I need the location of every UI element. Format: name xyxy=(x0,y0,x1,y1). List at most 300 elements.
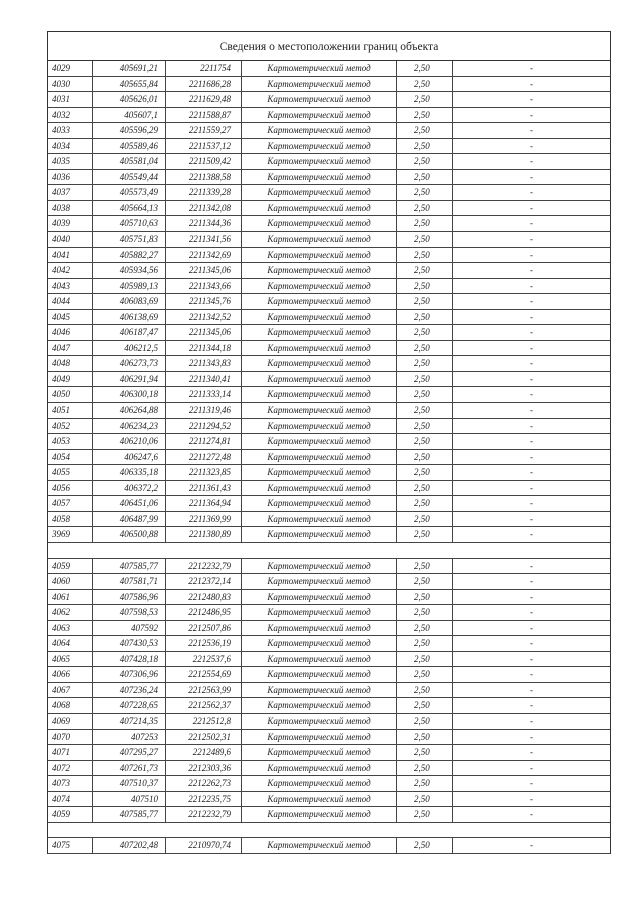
x-coordinate: 406451,06 xyxy=(93,496,166,511)
y-coordinate: 2211339,28 xyxy=(166,185,242,200)
description: - xyxy=(530,234,533,245)
x-coordinate: 407202,48 xyxy=(93,838,166,853)
accuracy: 2,50 xyxy=(397,123,453,138)
table-row xyxy=(48,761,610,777)
description: - xyxy=(530,653,533,664)
description: - xyxy=(530,762,533,773)
x-coordinate: 407598,53 xyxy=(93,605,166,620)
description: - xyxy=(530,187,533,198)
point-number: 4059 xyxy=(48,559,93,574)
accuracy: 2,50 xyxy=(397,667,453,682)
table-row xyxy=(48,325,610,341)
table-row xyxy=(48,403,610,419)
accuracy: 2,50 xyxy=(397,248,453,263)
method: Картометрический метод xyxy=(242,652,397,667)
point-number: 4049 xyxy=(48,372,93,387)
y-coordinate: 2212232,79 xyxy=(166,559,242,574)
point-number: 4070 xyxy=(48,730,93,745)
method: Картометрический метод xyxy=(242,730,397,745)
method: Картометрический метод xyxy=(242,123,397,138)
accuracy: 2,50 xyxy=(397,574,453,589)
y-coordinate: 2212262,73 xyxy=(166,776,242,791)
table-row xyxy=(48,139,610,155)
accuracy: 2,50 xyxy=(397,652,453,667)
description: - xyxy=(530,171,533,182)
method: Картометрический метод xyxy=(242,216,397,231)
point-number: 4067 xyxy=(48,683,93,698)
x-coordinate: 407236,24 xyxy=(93,683,166,698)
x-coordinate: 406264,88 xyxy=(93,403,166,418)
boundary-table xyxy=(47,31,611,854)
method: Картометрический метод xyxy=(242,185,397,200)
description: - xyxy=(530,63,533,73)
method: Картометрический метод xyxy=(242,667,397,682)
x-coordinate: 406372,2 xyxy=(93,481,166,496)
method: Картометрический метод xyxy=(242,496,397,511)
accuracy: 2,50 xyxy=(397,745,453,760)
accuracy: 2,50 xyxy=(397,559,453,574)
accuracy: 2,50 xyxy=(397,263,453,278)
description: - xyxy=(530,358,533,369)
point-number: 4052 xyxy=(48,419,93,434)
point-number: 4030 xyxy=(48,77,93,92)
x-coordinate: 405691,21 xyxy=(93,61,166,76)
point-number: 4055 xyxy=(48,465,93,480)
table-row xyxy=(48,714,610,730)
table-row xyxy=(48,310,610,326)
table-row xyxy=(48,574,610,590)
accuracy: 2,50 xyxy=(397,61,453,76)
table-row xyxy=(48,730,610,746)
x-coordinate: 406083,69 xyxy=(93,294,166,309)
point-number: 4029 xyxy=(48,61,93,76)
point-number: 4060 xyxy=(48,574,93,589)
method: Картометрический метод xyxy=(242,325,397,340)
y-coordinate: 2211361,43 xyxy=(166,481,242,496)
y-coordinate: 2211343,83 xyxy=(166,356,242,371)
y-coordinate: 2212235,75 xyxy=(166,792,242,807)
description: - xyxy=(530,684,533,695)
table-row xyxy=(48,465,610,481)
table-row xyxy=(48,294,610,310)
method: Картометрический метод xyxy=(242,761,397,776)
accuracy: 2,50 xyxy=(397,450,453,465)
method: Картометрический метод xyxy=(242,512,397,527)
description: - xyxy=(530,202,533,213)
table-row xyxy=(48,170,610,186)
point-number: 4064 xyxy=(48,636,93,651)
accuracy: 2,50 xyxy=(397,807,453,822)
description: - xyxy=(530,327,533,338)
accuracy: 2,50 xyxy=(397,465,453,480)
x-coordinate: 405710,63 xyxy=(93,216,166,231)
x-coordinate: 407430,53 xyxy=(93,636,166,651)
table-row xyxy=(48,450,610,466)
point-number: 4063 xyxy=(48,621,93,636)
accuracy: 2,50 xyxy=(397,92,453,107)
description: - xyxy=(530,747,533,758)
table-row xyxy=(48,559,610,575)
accuracy: 2,50 xyxy=(397,621,453,636)
point-number: 4059 xyxy=(48,807,93,822)
description: - xyxy=(530,405,533,416)
accuracy: 2,50 xyxy=(397,776,453,791)
description: - xyxy=(530,560,533,571)
method: Картометрический метод xyxy=(242,279,397,294)
y-coordinate: 2212562,37 xyxy=(166,698,242,713)
method: Картометрический метод xyxy=(242,807,397,822)
y-coordinate: 2212486,95 xyxy=(166,605,242,620)
method: Картометрический метод xyxy=(242,527,397,542)
y-coordinate: 2211364,94 xyxy=(166,496,242,511)
table-row xyxy=(48,605,610,621)
x-coordinate: 405549,44 xyxy=(93,170,166,185)
x-coordinate: 405655,84 xyxy=(93,77,166,92)
method: Картометрический метод xyxy=(242,170,397,185)
y-coordinate: 2211369,99 xyxy=(166,512,242,527)
method: Картометрический метод xyxy=(242,481,397,496)
description: - xyxy=(530,265,533,276)
point-number: 4034 xyxy=(48,139,93,154)
method: Картометрический метод xyxy=(242,838,397,853)
x-coordinate: 405573,49 xyxy=(93,185,166,200)
x-coordinate: 406300,18 xyxy=(93,387,166,402)
description: - xyxy=(530,94,533,105)
description: - xyxy=(530,420,533,431)
description: - xyxy=(530,638,533,649)
accuracy: 2,50 xyxy=(397,201,453,216)
table-row xyxy=(48,621,610,637)
table-row xyxy=(48,792,610,808)
y-coordinate: 2211509,42 xyxy=(166,154,242,169)
description: - xyxy=(530,140,533,151)
description: - xyxy=(530,249,533,260)
y-coordinate: 2211342,69 xyxy=(166,248,242,263)
description: - xyxy=(530,342,533,353)
x-coordinate: 407592 xyxy=(93,621,166,636)
x-coordinate: 406247,6 xyxy=(93,450,166,465)
point-number: 4074 xyxy=(48,792,93,807)
method: Картометрический метод xyxy=(242,294,397,309)
y-coordinate: 2211344,18 xyxy=(166,341,242,356)
y-coordinate: 2211294,52 xyxy=(166,419,242,434)
accuracy: 2,50 xyxy=(397,154,453,169)
accuracy: 2,50 xyxy=(397,170,453,185)
accuracy: 2,50 xyxy=(397,761,453,776)
x-coordinate: 405626,01 xyxy=(93,92,166,107)
table-row xyxy=(48,61,610,77)
x-coordinate: 405882,27 xyxy=(93,248,166,263)
table-row xyxy=(48,216,610,232)
point-number: 4046 xyxy=(48,325,93,340)
method: Картометрический метод xyxy=(242,61,397,76)
table-row xyxy=(48,372,610,388)
x-coordinate: 405664,13 xyxy=(93,201,166,216)
description: - xyxy=(530,669,533,680)
accuracy: 2,50 xyxy=(397,605,453,620)
y-coordinate: 2211272,48 xyxy=(166,450,242,465)
accuracy: 2,50 xyxy=(397,698,453,713)
table-row xyxy=(48,248,610,264)
accuracy: 2,50 xyxy=(397,590,453,605)
method: Картометрический метод xyxy=(242,605,397,620)
table-row xyxy=(48,419,610,435)
x-coordinate: 405596,29 xyxy=(93,123,166,138)
x-coordinate: 405581,04 xyxy=(93,154,166,169)
method: Картометрический метод xyxy=(242,372,397,387)
method: Картометрический метод xyxy=(242,387,397,402)
method: Картометрический метод xyxy=(242,232,397,247)
y-coordinate: 2211345,06 xyxy=(166,263,242,278)
x-coordinate: 407585,77 xyxy=(93,807,166,822)
x-coordinate: 405589,46 xyxy=(93,139,166,154)
table-title: Сведения о местоположении границ объекта xyxy=(48,32,610,61)
description: - xyxy=(530,809,533,820)
accuracy: 2,50 xyxy=(397,279,453,294)
group-separator xyxy=(48,823,610,839)
accuracy: 2,50 xyxy=(397,636,453,651)
x-coordinate: 405751,83 xyxy=(93,232,166,247)
table-row xyxy=(48,434,610,450)
y-coordinate: 2211342,08 xyxy=(166,201,242,216)
table-row xyxy=(48,92,610,108)
table-row xyxy=(48,154,610,170)
y-coordinate: 2211333,14 xyxy=(166,387,242,402)
y-coordinate: 2212554,69 xyxy=(166,667,242,682)
method: Картометрический метод xyxy=(242,419,397,434)
accuracy: 2,50 xyxy=(397,232,453,247)
description: - xyxy=(530,700,533,711)
table-row xyxy=(48,232,610,248)
x-coordinate: 407306,96 xyxy=(93,667,166,682)
y-coordinate: 2211319,46 xyxy=(166,403,242,418)
accuracy: 2,50 xyxy=(397,838,453,853)
x-coordinate: 406210,06 xyxy=(93,434,166,449)
x-coordinate: 407253 xyxy=(93,730,166,745)
table-row xyxy=(48,496,610,512)
point-number: 4075 xyxy=(48,838,93,853)
table-row xyxy=(48,185,610,201)
y-coordinate: 2212507,86 xyxy=(166,621,242,636)
point-number: 4072 xyxy=(48,761,93,776)
y-coordinate: 2212536,19 xyxy=(166,636,242,651)
description: - xyxy=(530,436,533,447)
point-number: 4069 xyxy=(48,714,93,729)
y-coordinate: 2212537,6 xyxy=(166,652,242,667)
x-coordinate: 405934,56 xyxy=(93,263,166,278)
table-row xyxy=(48,667,610,683)
description: - xyxy=(530,715,533,726)
point-number: 4043 xyxy=(48,279,93,294)
y-coordinate: 2211340,41 xyxy=(166,372,242,387)
y-coordinate: 2211588,87 xyxy=(166,108,242,123)
point-number: 4047 xyxy=(48,341,93,356)
method: Картометрический метод xyxy=(242,450,397,465)
description: - xyxy=(530,109,533,120)
x-coordinate: 407295,27 xyxy=(93,745,166,760)
point-number: 4051 xyxy=(48,403,93,418)
accuracy: 2,50 xyxy=(397,792,453,807)
method: Картометрический метод xyxy=(242,77,397,92)
accuracy: 2,50 xyxy=(397,325,453,340)
x-coordinate: 406138,69 xyxy=(93,310,166,325)
point-number: 4054 xyxy=(48,450,93,465)
accuracy: 2,50 xyxy=(397,139,453,154)
y-coordinate: 2211341,56 xyxy=(166,232,242,247)
point-number: 4073 xyxy=(48,776,93,791)
accuracy: 2,50 xyxy=(397,683,453,698)
x-coordinate: 406187,47 xyxy=(93,325,166,340)
point-number: 4061 xyxy=(48,590,93,605)
y-coordinate: 2212563,99 xyxy=(166,683,242,698)
accuracy: 2,50 xyxy=(397,403,453,418)
y-coordinate: 2211388,58 xyxy=(166,170,242,185)
accuracy: 2,50 xyxy=(397,512,453,527)
point-number: 4032 xyxy=(48,108,93,123)
x-coordinate: 406335,18 xyxy=(93,465,166,480)
description: - xyxy=(530,451,533,462)
point-number: 4036 xyxy=(48,170,93,185)
y-coordinate: 2211323,85 xyxy=(166,465,242,480)
point-number: 4045 xyxy=(48,310,93,325)
point-number: 4071 xyxy=(48,745,93,760)
x-coordinate: 406291,94 xyxy=(93,372,166,387)
accuracy: 2,50 xyxy=(397,341,453,356)
method: Картометрический метод xyxy=(242,341,397,356)
accuracy: 2,50 xyxy=(397,496,453,511)
method: Картометрический метод xyxy=(242,139,397,154)
table-row xyxy=(48,108,610,124)
description: - xyxy=(530,840,533,851)
x-coordinate: 406212,5 xyxy=(93,341,166,356)
x-coordinate: 406500,88 xyxy=(93,527,166,542)
table-row xyxy=(48,77,610,93)
table-row xyxy=(48,123,610,139)
description: - xyxy=(530,78,533,89)
description: - xyxy=(530,607,533,618)
x-coordinate: 407586,96 xyxy=(93,590,166,605)
table-row xyxy=(48,652,610,668)
method: Картометрический метод xyxy=(242,403,397,418)
method: Картометрический метод xyxy=(242,310,397,325)
table-row xyxy=(48,683,610,699)
point-number: 4048 xyxy=(48,356,93,371)
table-row xyxy=(48,263,610,279)
accuracy: 2,50 xyxy=(397,419,453,434)
description: - xyxy=(530,218,533,229)
description: - xyxy=(530,513,533,524)
accuracy: 2,50 xyxy=(397,481,453,496)
table-row xyxy=(48,636,610,652)
y-coordinate: 2211345,06 xyxy=(166,325,242,340)
point-number: 4031 xyxy=(48,92,93,107)
method: Картометрический метод xyxy=(242,590,397,605)
table-body xyxy=(48,61,610,854)
description: - xyxy=(530,591,533,602)
method: Картометрический метод xyxy=(242,92,397,107)
table-row xyxy=(48,201,610,217)
method: Картометрический метод xyxy=(242,465,397,480)
description: - xyxy=(530,793,533,804)
point-number: 4056 xyxy=(48,481,93,496)
table-row xyxy=(48,776,610,792)
point-number: 3969 xyxy=(48,527,93,542)
method: Картометрический метод xyxy=(242,559,397,574)
y-coordinate: 2211343,66 xyxy=(166,279,242,294)
x-coordinate: 406234,23 xyxy=(93,419,166,434)
point-number: 4040 xyxy=(48,232,93,247)
table-row xyxy=(48,481,610,497)
description: - xyxy=(530,467,533,478)
x-coordinate: 405607,1 xyxy=(93,108,166,123)
method: Картометрический метод xyxy=(242,776,397,791)
table-row xyxy=(48,387,610,403)
x-coordinate: 407428,18 xyxy=(93,652,166,667)
description: - xyxy=(530,125,533,136)
point-number: 4044 xyxy=(48,294,93,309)
point-number: 4042 xyxy=(48,263,93,278)
description: - xyxy=(530,731,533,742)
method: Картометрический метод xyxy=(242,356,397,371)
y-coordinate: 2212512,8 xyxy=(166,714,242,729)
method: Картометрический метод xyxy=(242,108,397,123)
table-row xyxy=(48,807,610,823)
point-number: 4050 xyxy=(48,387,93,402)
description: - xyxy=(530,576,533,587)
point-number: 4041 xyxy=(48,248,93,263)
method: Картометрический метод xyxy=(242,263,397,278)
point-number: 4037 xyxy=(48,185,93,200)
x-coordinate: 407214,35 xyxy=(93,714,166,729)
method: Картометрический метод xyxy=(242,698,397,713)
table-row xyxy=(48,838,610,854)
description: - xyxy=(530,156,533,167)
y-coordinate: 2212489,6 xyxy=(166,745,242,760)
accuracy: 2,50 xyxy=(397,216,453,231)
table-row xyxy=(48,698,610,714)
method: Картометрический метод xyxy=(242,621,397,636)
method: Картометрический метод xyxy=(242,714,397,729)
group-separator xyxy=(48,543,610,559)
description: - xyxy=(530,280,533,291)
y-coordinate: 2212372,14 xyxy=(166,574,242,589)
y-coordinate: 2211342,52 xyxy=(166,310,242,325)
y-coordinate: 2211380,89 xyxy=(166,527,242,542)
accuracy: 2,50 xyxy=(397,356,453,371)
point-number: 4066 xyxy=(48,667,93,682)
description: - xyxy=(530,778,533,789)
description: - xyxy=(530,373,533,384)
y-coordinate: 2212232,79 xyxy=(166,807,242,822)
method: Картометрический метод xyxy=(242,792,397,807)
point-number: 4062 xyxy=(48,605,93,620)
description: - xyxy=(530,311,533,322)
point-number: 4065 xyxy=(48,652,93,667)
accuracy: 2,50 xyxy=(397,310,453,325)
y-coordinate: 2212502,31 xyxy=(166,730,242,745)
accuracy: 2,50 xyxy=(397,714,453,729)
accuracy: 2,50 xyxy=(397,294,453,309)
point-number: 4035 xyxy=(48,154,93,169)
description: - xyxy=(530,622,533,633)
method: Картометрический метод xyxy=(242,248,397,263)
description: - xyxy=(530,482,533,493)
table-row xyxy=(48,745,610,761)
description: - xyxy=(530,529,533,540)
y-coordinate: 2212480,83 xyxy=(166,590,242,605)
accuracy: 2,50 xyxy=(397,108,453,123)
y-coordinate: 2211537,12 xyxy=(166,139,242,154)
